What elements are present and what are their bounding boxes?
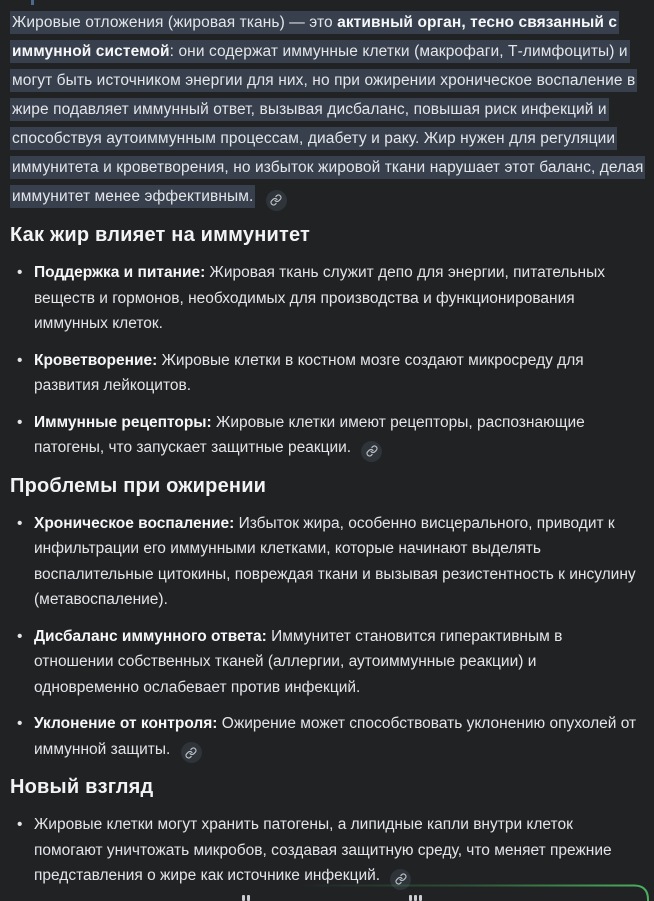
section-heading: Новый взгляд xyxy=(10,776,154,798)
intro-paragraph xyxy=(10,8,644,211)
suggestion-card-border[interactable] xyxy=(294,884,654,901)
link-icon xyxy=(185,747,197,759)
selected-text-highlight xyxy=(10,11,645,208)
list-item xyxy=(10,410,644,462)
sections-container xyxy=(10,223,644,890)
bullet-list xyxy=(10,812,644,890)
cutoff-text-fragment xyxy=(419,895,422,901)
link-icon xyxy=(366,445,378,457)
cutoff-text-fragment xyxy=(414,895,417,901)
bullet-text: Иммунитет становится гиперактивным в отношении собственных тканей (аллергии, аутоиммунные реакции) и одновременно ослабевает против инфекций. xyxy=(34,627,563,696)
intro-bold-text: активный орган, тесно связанный с иммунной системой xyxy=(12,14,618,60)
intro-text: : они содержат иммунные клетки (макрофаги, Т-лимфоциты) и могут быть источником энергии для них, но при ожирении хроническое воспаление в жире подавляет иммунный ответ, вызывая дисбаланс, повышая риск инфекций и способствуя аутоиммунным процессам, диабету и раку. Жир нужен для регуляции иммунитета и кроветворения, но избыток жировой ткани нарушает этот баланс, делая иммунитет менее эффективным. xyxy=(12,43,644,205)
cutoff-caret-artifact xyxy=(31,0,34,5)
bullet-text: Избыток жира, особенно висцерального, приводит к инфильтрации его иммунными клетками, которые начинают выделять воспалительные цитокины, повреждая ткани и вызывая резистентность к инсулину (метавоспаление). xyxy=(34,514,636,608)
bullet-label: Дисбаланс иммунного ответа: xyxy=(34,627,267,645)
bullet-label: Поддержка и питание: xyxy=(34,264,206,281)
bullet-label: Хроническое воспаление: xyxy=(34,514,235,532)
intro-text: Жировые отложения (жировая ткань) — это xyxy=(12,14,338,31)
bullet-text: Жировые клетки в костном мозге создают микросреду для развития лейкоцитов. xyxy=(34,351,584,394)
cutoff-text-fragment xyxy=(242,895,245,901)
citation-link-button[interactable] xyxy=(181,742,202,763)
bullet-label: Уклонение от контроля: xyxy=(34,715,218,732)
list-item xyxy=(10,812,644,890)
bullet-text: Жировые клетки имеют рецепторы, распознающие патогены, что запускает защитные реакции. xyxy=(34,413,585,456)
content-section xyxy=(10,223,644,462)
bullet-label: Кроветворение: xyxy=(34,351,158,369)
list-item xyxy=(10,711,644,763)
bullet-label: Иммунные рецепторы: xyxy=(34,413,212,431)
bullet-text: Ожирение может способствовать уклонению опухолей от иммунной защиты. xyxy=(34,715,637,758)
citation-link-button[interactable] xyxy=(266,190,287,211)
bullet-list xyxy=(10,260,644,462)
link-icon xyxy=(270,194,282,206)
bullet-list xyxy=(10,511,644,764)
section-heading: Как жир влияет на иммунитет xyxy=(10,224,311,246)
content-section xyxy=(10,474,644,764)
list-item xyxy=(10,624,644,701)
bullet-text: Жировые клетки могут хранить патогены, а липидные капли внутри клеток помогают уничтожать микробов, создавая защитную среду, что меняет прежние представления о жире как источнике инфекций. xyxy=(34,816,612,884)
list-item xyxy=(10,348,644,399)
section-heading: Проблемы при ожирении xyxy=(10,474,267,497)
list-item xyxy=(10,260,644,337)
citation-link-button[interactable] xyxy=(361,441,382,462)
list-item xyxy=(10,511,644,613)
content-section xyxy=(10,775,644,890)
cutoff-text-fragment xyxy=(247,895,250,901)
cutoff-text-fragment xyxy=(409,895,412,901)
bullet-text: Жировая ткань служит депо для энергии, питательных веществ и гормонов, необходимых для производства и функционирования иммунных клеток. xyxy=(34,264,606,332)
